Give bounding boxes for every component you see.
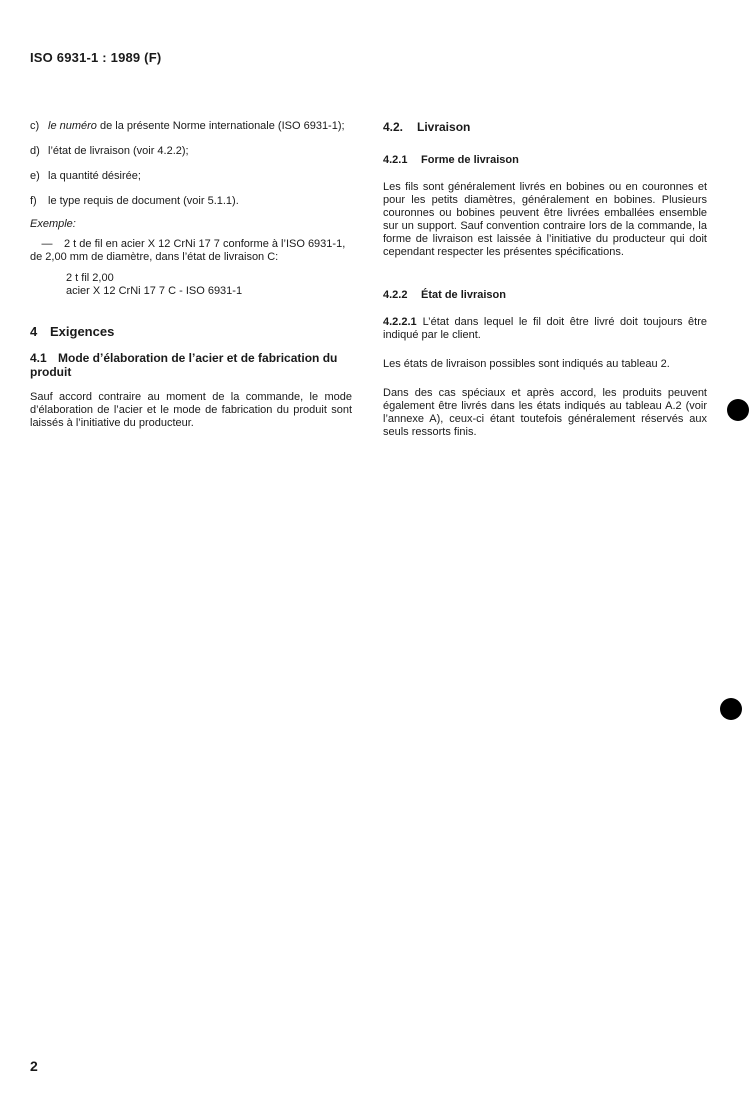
list-item (30, 120, 352, 133)
section-4-1-text: Sauf accord contraire au moment de la commande, le mode d’élaboration de l’acier et le mode de fabrication du produit sont laissés à l’initiative du producteur. (30, 391, 352, 429)
section-number: 4.1 (30, 351, 47, 365)
designation-line: acier X 12 CrNi 17 7 C - ISO 6931-1 (66, 285, 243, 297)
punch-hole-mark (727, 399, 749, 421)
paragraph: Dans des cas spéciaux et après accord, les produits peuvent également être livrés dans les états indiqués au tableau A.2 (voir l’annexe A), ceux-ci étant toutefois généralement réservés aux seuls ressorts finis. (383, 387, 707, 438)
list-item (30, 145, 352, 158)
left-column (30, 120, 352, 442)
designation-line: 2 t fil 2,00 (66, 272, 114, 284)
list-marker: d) (30, 145, 40, 157)
list-item (30, 195, 352, 208)
example-line (30, 238, 352, 251)
list-marker: c) (30, 120, 40, 132)
section-number: 4 (30, 324, 38, 339)
section-4-2-1-text: Les fils sont généralement livrés en bobines ou en couronnes et pour les petits diamètres, généralement en bobines. Plusieurs couronnes ou bobines peuvent être livrées emballées ensemble sur un support. Sauf convention contraire lors de la commande, la forme de livraison est laissée à l’initiative du producteur qui doit cependant respecter les présentes spécifications. (383, 181, 707, 258)
section-title: Forme de livraison (421, 154, 519, 166)
list-text: le type requis de document (voir 5.1.1). (48, 195, 239, 207)
section-heading-4-2 (383, 120, 707, 134)
list-text (48, 120, 352, 133)
page-number: 2 (30, 1058, 38, 1074)
section-heading-4-1 (30, 351, 352, 379)
example-label: Exemple: (30, 218, 76, 230)
section-number: 4.2.1 (383, 154, 408, 166)
list-marker: e) (30, 170, 40, 182)
designation (66, 272, 352, 298)
section-heading-4-2-1 (383, 154, 707, 167)
punch-hole-mark (720, 698, 742, 720)
section-title: État de livraison (421, 289, 506, 301)
example-continuation: de 2,00 mm de diamètre, dans l’état de livraison C: (30, 251, 279, 263)
section-heading-4 (30, 324, 352, 339)
example-dash: — (41, 238, 53, 250)
right-column (383, 120, 707, 451)
section-number: 4.2. (383, 120, 404, 134)
list-text-rest: de la présente Norme internationale (ISO 6931-1); (96, 120, 345, 132)
section-4-2-2-1-text (383, 316, 707, 342)
example-text: 2 t de fil en acier X 12 CrNi 17 7 conforme à l’ISO 6931-1, (64, 238, 346, 250)
section-number: 4.2.2 (383, 289, 408, 301)
list-text: l’état de livraison (voir 4.2.2); (48, 145, 189, 157)
document-header: ISO 6931-1 : 1989 (F) (30, 50, 162, 65)
section-heading-4-2-2 (383, 289, 707, 302)
paragraph-text: L’état dans lequel le fil doit être livré doit toujours être indiqué par le client. (383, 316, 707, 341)
list-marker: f) (30, 195, 37, 207)
section-title: Mode d’élaboration de l’acier et de fabrication du produit (30, 351, 338, 379)
list-text: la quantité désirée; (48, 170, 141, 182)
section-title: Exigences (50, 324, 115, 339)
list-item (30, 170, 352, 183)
section-title: Livraison (417, 120, 471, 134)
list-text-italic: le numéro (48, 120, 97, 132)
paragraph: Les états de livraison possibles sont indiqués au tableau 2. (383, 358, 670, 370)
section-number: 4.2.2.1 (383, 316, 417, 328)
